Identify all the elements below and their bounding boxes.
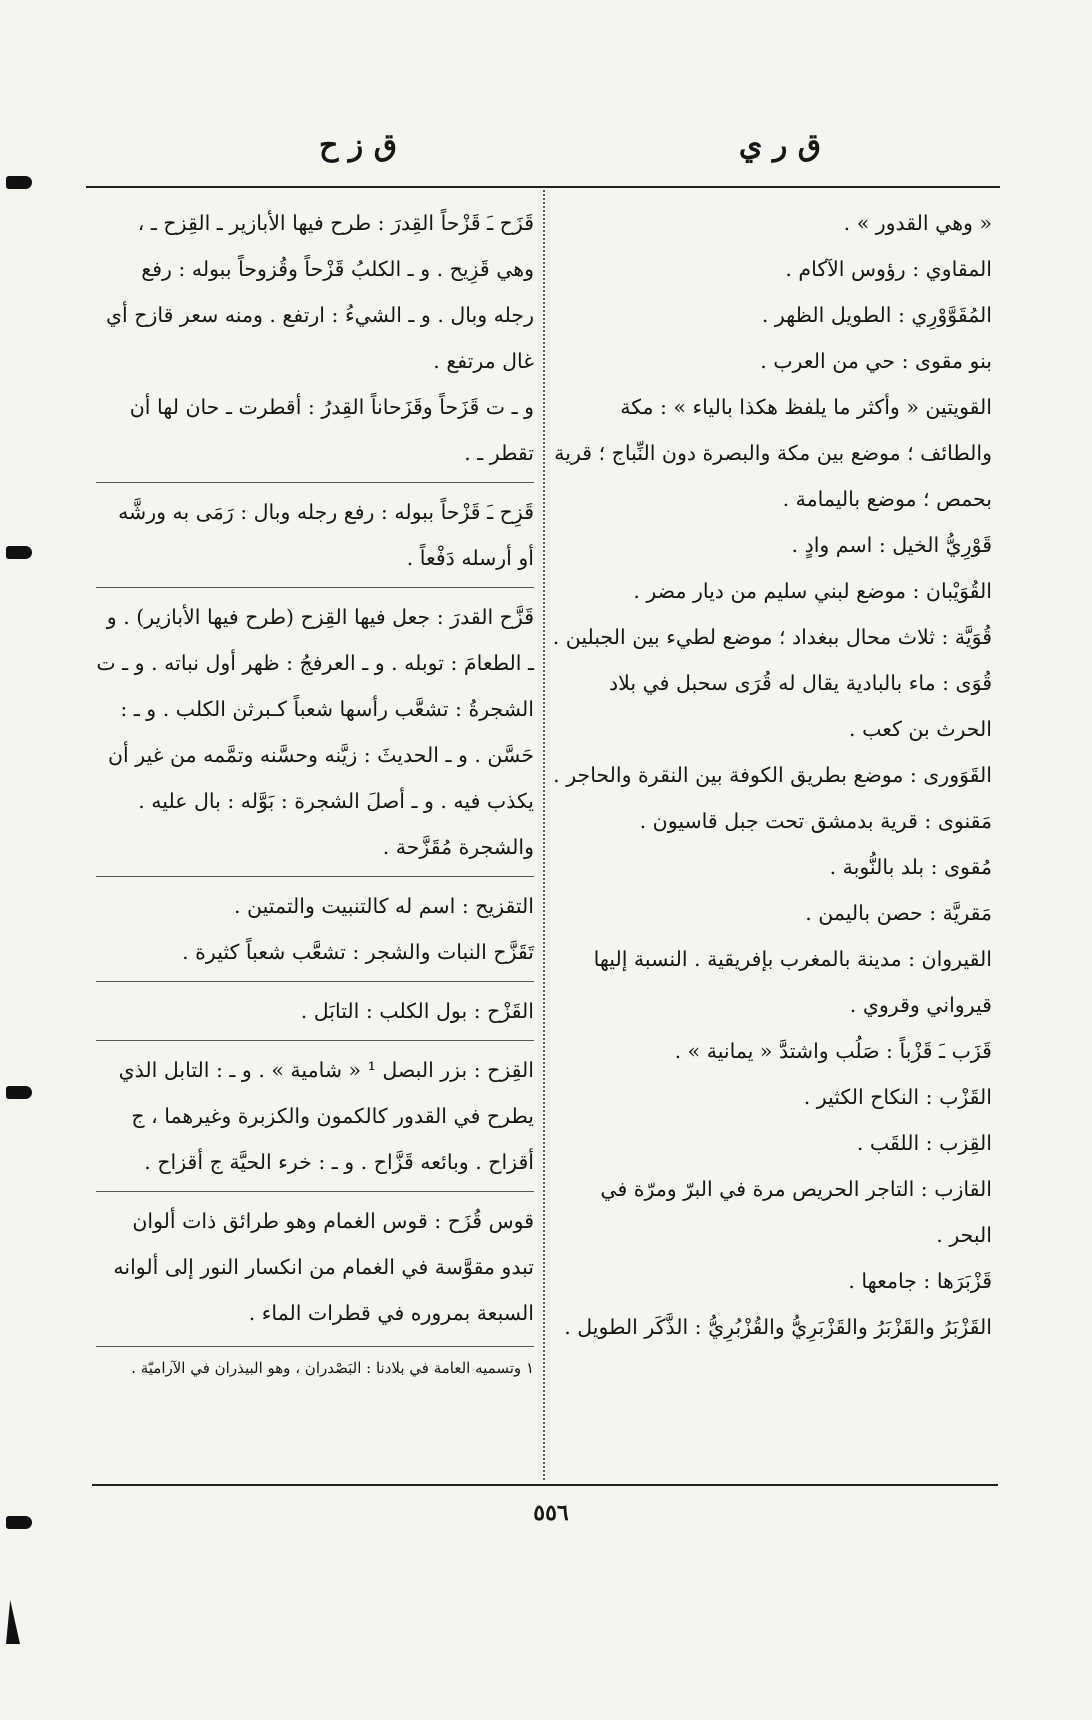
dictionary-entry: و ـ ت قَزَحاً وقَزَحاناً القِدرُ : أقطرت ـ حان لها أن تقطر ـ . [129, 395, 534, 465]
right-column [552, 200, 992, 1350]
dictionary-entry: تَقَزَّح النبات والشجر : تشعَّب شعباً كثيرة . [182, 940, 534, 964]
column-divider [543, 190, 545, 1480]
bottom-rule [92, 1484, 998, 1486]
margin-tab-mark [6, 1516, 32, 1529]
dictionary-entry: قَوْرِيُّ الخيل : اسم وادٍ . [791, 533, 992, 557]
dictionary-entry: القَزْح : بول الكلب : التابَل . [96, 981, 534, 1034]
dictionary-entry: قوس قُزَح : قوس الغمام وهو طرائق ذات ألوان تبدو مقوَّسة في الغمام من انكسار النور إلى ألوانه السبعة بمروره في قطرات الماء . [96, 1191, 534, 1336]
top-rule [86, 186, 1000, 188]
dictionary-entry: قُوَى : ماء بالبادية يقال له قُرَى سحبل في بلاد الحرث بن كعب . [609, 671, 992, 741]
dictionary-entry: قَزْبَرَها : جامعها . [848, 1269, 992, 1293]
header-root-right: ق ر ي [738, 128, 822, 163]
dictionary-entry: « وهي القدور » . [843, 211, 992, 235]
dictionary-entry: مَقريَّة : حصن باليمن . [805, 901, 992, 925]
dictionary-entry: قَزِح ـَ قَزْحاً ببوله : رفع رجله وبال : رَمَى به ورشَّه أو أرسله دَفْعاً . [96, 482, 534, 581]
dictionary-entry: القيروان : مدينة بالمغرب بإفريقية . النسبة إليها قيرواني وقروي . [593, 947, 992, 1017]
margin-tab-mark [6, 1086, 32, 1099]
dictionary-entry: القَزْبَرُ والقَزْبَرُ والقَزْبَرِيُّ والقُزْبُرِيُّ : الذَّكَر الطويل . [564, 1315, 992, 1339]
page-number: ٥٥٦ [533, 1500, 569, 1526]
dictionary-entry: قَزَح ـَ قَزْحاً القِدرَ : طرح فيها الأبازير ـ القِزح ـ ، وهي قَزِيح . و ـ الكلبُ قَزْحاً وقُزوحاً ببوله : رفع رجله وبال . و ـ الشيءُ : ارتفع . ومنه سعر قازح أي غال مرتفع . [105, 211, 534, 373]
dictionary-entry: القُوَيْبان : موضع لبني سليم من ديار مضر . [633, 579, 992, 603]
dictionary-entry: قَزَب ـَ قَزْباً : صَلُب واشتدَّ « يمانية » . [674, 1039, 992, 1063]
dictionary-entry: بنو مقوى : حي من العرب . [760, 349, 992, 373]
dictionary-entry: مَقنوى : قرية بدمشق تحت جبل قاسيون . [639, 809, 992, 833]
dictionary-entry: القِزح : بزر البصل ¹ « شامية » . و ـ : التابل الذي يطرح في القدور كالكمون والكزبرة وغيرهما ، ج أقزاح . وبائعه قَزَّاح . و ـ : خرء الحيَّة ج أقزاح . [96, 1040, 534, 1185]
dictionary-entry: القويتين « وأكثر ما يلفظ هكذا بالياء » : مكة والطائف ؛ موضع بين مكة والبصرة دون النِّباج ؛ قرية بحمص ؛ موضع باليمامة . [554, 395, 992, 511]
margin-tab-mark [6, 176, 32, 189]
dictionary-entry: القازب : التاجر الحريص مرة في البرّ ومرّة في البحر . [600, 1177, 992, 1247]
dictionary-entry: القِزب : اللقَب . [856, 1131, 992, 1155]
dictionary-entry: المقاوي : رؤوس الآكام . [785, 257, 992, 281]
dictionary-entry: المُقَوَّوْرِي : الطويل الظهر . [761, 303, 992, 327]
footnote: ١ وتسميه العامة في بلادنا : البَصْدران ، وهو البيذران في الآراميّة . [131, 1359, 534, 1377]
dictionary-entry: مُقوى : بلد بالنُّوبة . [829, 855, 992, 879]
dictionary-entry: التقزيح : اسم له كالتنبيت والتمتين . [96, 876, 534, 929]
dictionary-entry: قَزَّح القدرَ : جعل فيها القِزح (طرح فيها الأبازير) . و ـ الطعامَ : توبله . و ـ العرفجُ : ظهر أول نباته . و ـ ت الشجرةُ : تشعَّب رأسها شعباً كـبرثن الكلب . و ـ : حَسَّن . و ـ الحديثَ : زيَّنه وحسَّنه وتمَّمه من غير أن يكذب فيه . و ـ أصلَ الشجرة : بَوَّله : بال عليه . والشجرة مُقَزَّحة . [96, 587, 534, 870]
dictionary-entry: قُوَيَّة : ثلاث محال ببغداد ؛ موضع لطيء بين الجبلين . [552, 625, 992, 649]
margin-tab-mark [6, 546, 32, 559]
edge-mark [6, 1600, 20, 1644]
header-root-left: ق ز ح [318, 128, 398, 163]
dictionary-entry: القَزْب : النكاح الكثير . [803, 1085, 992, 1109]
dictionary-entry: القَوَورى : موضع بطريق الكوفة بين النقرة والحاجر . [553, 763, 992, 787]
left-column [96, 200, 534, 1383]
